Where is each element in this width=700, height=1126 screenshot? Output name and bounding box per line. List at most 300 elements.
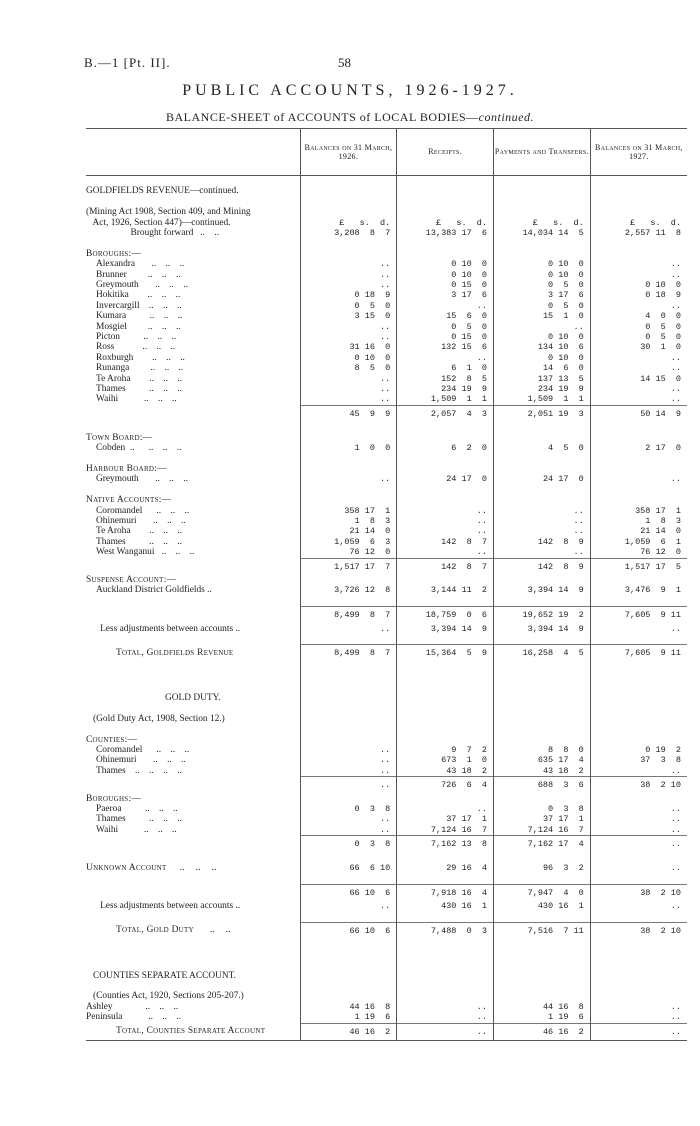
value-cell [397, 863, 494, 873]
value-cell [397, 971, 494, 981]
value-cell [494, 176, 591, 187]
value-cell [300, 1023, 397, 1040]
row-label [86, 950, 300, 960]
amount: 38 2 10 [640, 887, 681, 898]
row-label-text: Coromandel .. .. .. [96, 744, 190, 755]
amount: .. [670, 384, 681, 395]
table-row [86, 363, 687, 373]
amount: 44 16 8 [542, 1001, 584, 1012]
value-cell [590, 1002, 687, 1012]
amount: 1,059 6 3 [334, 536, 391, 547]
value-cell [397, 342, 494, 352]
value-cell [590, 981, 687, 991]
row-label [86, 960, 300, 970]
value-cell [397, 755, 494, 765]
value-cell [590, 485, 687, 495]
amount: 43 18 2 [542, 765, 584, 776]
amount: 6 1 0 [451, 363, 487, 374]
amount: .. [670, 839, 681, 850]
amount: 7,918 16 4 [430, 887, 487, 898]
row-label [86, 1023, 300, 1040]
value-cell [300, 693, 397, 703]
value-cell [494, 1012, 591, 1023]
value-cell [590, 724, 687, 734]
row-label [86, 495, 300, 505]
value-cell [494, 884, 591, 901]
value-cell [397, 186, 494, 196]
row-label [86, 804, 300, 814]
value-cell [397, 280, 494, 290]
amount: 37 3 8 [640, 755, 681, 766]
amount: .. [670, 363, 681, 374]
amount: 1 19 6 [354, 1012, 391, 1023]
amount: 2,057 4 3 [430, 408, 487, 419]
table-row [86, 575, 687, 585]
value-cell [494, 1023, 591, 1040]
value-cell [300, 735, 397, 745]
value-cell [300, 443, 397, 453]
value-cell [300, 433, 397, 443]
amount: 1,059 6 1 [624, 536, 681, 547]
value-cell [300, 558, 397, 575]
table-row [86, 506, 687, 516]
value-cell [494, 853, 591, 863]
value-cell [300, 454, 397, 464]
row-label-text: Thames .. .. .. [96, 384, 182, 395]
value-cell [494, 703, 591, 713]
value-cell [397, 853, 494, 863]
row-label [86, 825, 300, 836]
amount: 31 16 0 [349, 342, 391, 353]
row-label [86, 645, 300, 662]
amount: 1,509 1 1 [430, 394, 487, 405]
value-cell [397, 322, 494, 332]
value-cell [494, 537, 591, 547]
value-cell [590, 374, 687, 384]
row-label-text: (Gold Duty Act, 1908, Section 12.) [86, 713, 225, 724]
amount: 0 15 0 [451, 332, 487, 343]
amount: 44 16 8 [349, 1001, 391, 1012]
value-cell [494, 405, 591, 422]
value-cell [300, 575, 397, 585]
value-cell [494, 873, 591, 884]
row-label-text: Total, Counties Separate Account [116, 1026, 266, 1037]
row-label [86, 873, 300, 884]
amount: 688 3 6 [537, 780, 584, 791]
value-cell [494, 755, 591, 765]
value-cell [494, 991, 591, 1001]
amount: 15 1 0 [542, 311, 584, 322]
amount: 134 10 6 [537, 342, 584, 353]
amount: 142 8 7 [441, 536, 487, 547]
row-label [86, 575, 300, 585]
amount: 15,364 5 9 [425, 648, 487, 659]
amount: 21 14 0 [349, 526, 391, 537]
value-cell [397, 197, 494, 207]
table-row [86, 537, 687, 547]
amount: 38 2 10 [640, 925, 681, 936]
amount: 3,394 14 9 [527, 585, 584, 596]
value-cell [300, 176, 397, 187]
value-cell [300, 218, 397, 228]
value-cell [397, 960, 494, 970]
table-row [86, 693, 687, 703]
table-row [86, 422, 687, 432]
value-cell [494, 218, 591, 228]
value-cell [300, 724, 397, 734]
value-cell [397, 939, 494, 949]
value-cell [494, 186, 591, 196]
amount: 3 17 6 [451, 290, 487, 301]
page-number: 58 [338, 55, 351, 70]
value-cell [397, 814, 494, 824]
amount: 30 1 0 [640, 342, 681, 353]
row-label [86, 464, 300, 474]
value-cell [590, 249, 687, 259]
value-cell [590, 495, 687, 505]
value-cell [590, 464, 687, 474]
value-cell [300, 624, 397, 634]
value-cell [494, 374, 591, 384]
row-label [86, 912, 300, 923]
amount: 7,162 13 8 [430, 839, 487, 850]
amount: 635 17 4 [537, 755, 584, 766]
table-row [86, 724, 687, 734]
row-label [86, 672, 300, 682]
amount: .. [670, 352, 681, 363]
value-cell [397, 901, 494, 911]
amount: .. [670, 1001, 681, 1012]
amount: 21 14 0 [640, 526, 681, 537]
value-cell [300, 714, 397, 724]
value-cell [300, 495, 397, 505]
amount: 14 6 0 [542, 363, 584, 374]
row-label [86, 394, 300, 405]
value-cell [300, 422, 397, 432]
amount: 37 17 1 [542, 814, 584, 825]
header-receipts: Receipts. [397, 129, 494, 176]
value-cell [494, 228, 591, 238]
value-cell [397, 645, 494, 662]
value-cell [397, 607, 494, 624]
value-cell [494, 464, 591, 474]
value-cell [494, 724, 591, 734]
value-cell [300, 270, 397, 280]
value-cell [590, 766, 687, 777]
row-label-text: Ashley .. .. .. [86, 1001, 179, 1012]
table-row [86, 901, 687, 911]
value-cell [494, 693, 591, 703]
value-cell [300, 259, 397, 269]
value-cell [494, 662, 591, 672]
value-cell [590, 506, 687, 516]
row-label [86, 745, 300, 755]
amount: 673 1 0 [441, 755, 487, 766]
amount: .. [573, 321, 584, 332]
value-cell [397, 836, 494, 853]
amount: .. [380, 321, 391, 332]
table-row [86, 634, 687, 645]
amount: 13,383 17 6 [425, 228, 487, 238]
value-cell [590, 693, 687, 703]
amount: 234 19 9 [537, 384, 584, 395]
table-row [86, 197, 687, 207]
value-cell [397, 363, 494, 373]
left-header: B.—1 [Pt. II]. [84, 55, 171, 70]
value-cell [494, 939, 591, 949]
row-label [86, 506, 300, 516]
table-row [86, 176, 687, 187]
value-cell [494, 384, 591, 394]
value-cell [494, 794, 591, 804]
amount: 0 5 0 [645, 321, 681, 332]
row-label-text: Brought forward .. .. [86, 228, 220, 238]
amount: 50 14 9 [640, 408, 681, 419]
value-cell [494, 558, 591, 575]
table-row [86, 526, 687, 536]
amount: .. [573, 515, 584, 526]
value-cell [590, 443, 687, 453]
table-row [86, 1023, 687, 1040]
value-cell [494, 207, 591, 217]
amount: .. [670, 1012, 681, 1023]
value-cell [300, 353, 397, 363]
row-label [86, 814, 300, 824]
value-cell [397, 922, 494, 939]
value-cell [397, 703, 494, 713]
table-row [86, 186, 687, 196]
value-cell [300, 814, 397, 824]
value-cell [300, 311, 397, 321]
row-label-text: Ross .. .. .. [96, 342, 176, 353]
amount: 0 10 0 [548, 332, 584, 343]
table-row [86, 939, 687, 949]
value-cell [300, 960, 397, 970]
amount: .. [476, 352, 487, 363]
amount: 46 16 2 [542, 1026, 584, 1037]
table-row [86, 1012, 687, 1023]
value-cell [300, 794, 397, 804]
value-cell [397, 405, 494, 422]
amount: .. [380, 394, 391, 405]
row-label-text: Brunner .. .. .. [96, 269, 181, 280]
value-cell [494, 249, 591, 259]
value-cell [494, 836, 591, 853]
amount: 0 19 2 [645, 744, 681, 755]
amount: .. [670, 300, 681, 311]
value-cell [494, 960, 591, 970]
row-label [86, 558, 300, 575]
row-label-text: Peninsula .. .. .. [86, 1012, 182, 1023]
value-cell [300, 322, 397, 332]
value-cell [590, 290, 687, 300]
row-label-text: (Counties Act, 1920, Sections 205-207.) [86, 991, 244, 1002]
value-cell [494, 912, 591, 923]
row-label [86, 342, 300, 352]
value-cell [397, 374, 494, 384]
table-row [86, 672, 687, 682]
amount: 96 3 2 [542, 862, 584, 873]
value-cell [494, 197, 591, 207]
table-row [86, 863, 687, 873]
value-cell [397, 394, 494, 405]
row-label [86, 939, 300, 949]
table-row [86, 558, 687, 575]
table-row [86, 394, 687, 405]
row-label [86, 624, 300, 634]
amount: .. [476, 300, 487, 311]
row-label-text: Town Board:— [86, 432, 153, 443]
value-cell [397, 384, 494, 394]
row-label-text: Less adjustments between accounts .. [86, 901, 241, 912]
amount: .. [476, 515, 487, 526]
row-label-text: Less adjustments between accounts .. [86, 623, 241, 634]
value-cell [494, 506, 591, 516]
row-label-text: Te Aroha .. .. .. [96, 373, 183, 384]
value-cell [300, 464, 397, 474]
table-row [86, 777, 687, 794]
table-row [86, 745, 687, 755]
value-cell [494, 301, 591, 311]
row-label [86, 1012, 300, 1023]
value-cell [494, 422, 591, 432]
amount: 24 17 0 [542, 474, 584, 485]
table-row [86, 322, 687, 332]
amount: 9 7 2 [451, 744, 487, 755]
table-row [86, 495, 687, 505]
value-cell [397, 873, 494, 884]
amount: 76 12 0 [349, 547, 391, 558]
value-cell [590, 585, 687, 595]
table-row [86, 912, 687, 923]
row-label [86, 176, 300, 187]
value-cell [590, 672, 687, 682]
value-cell [300, 971, 397, 981]
value-cell [494, 814, 591, 824]
amount: 0 18 9 [645, 290, 681, 301]
row-label-text: Coromandel .. .. .. [96, 505, 190, 516]
amount: .. [380, 765, 391, 776]
amount: 18,759 0 6 [425, 610, 487, 621]
row-label [86, 755, 300, 765]
table-row [86, 207, 687, 217]
amount: 4 0 0 [645, 311, 681, 322]
amount: 8 8 0 [548, 744, 584, 755]
value-cell [397, 766, 494, 777]
amount: 1 8 3 [645, 515, 681, 526]
amount: .. [380, 259, 391, 270]
value-cell [494, 353, 591, 363]
amount: £ s. d. [339, 217, 391, 228]
value-cell [494, 825, 591, 836]
amount: 66 10 6 [349, 887, 391, 898]
row-label [86, 547, 300, 558]
amount: 0 5 0 [548, 300, 584, 311]
row-label [86, 454, 300, 464]
amount: 0 10 0 [548, 269, 584, 280]
value-cell [590, 422, 687, 432]
amount: .. [476, 547, 487, 558]
row-label-text: Boroughs:— [86, 248, 142, 259]
amount: .. [380, 814, 391, 825]
row-label-text: (Mining Act 1908, Section 409, and Mining [86, 207, 251, 218]
value-cell [494, 259, 591, 269]
table-row [86, 218, 687, 228]
row-label [86, 724, 300, 734]
value-cell [590, 537, 687, 547]
value-cell [494, 454, 591, 464]
subtitle-continued: continued. [478, 110, 534, 124]
balance-sheet-table [86, 128, 687, 1041]
value-cell [590, 218, 687, 228]
amount: .. [573, 547, 584, 558]
table-row [86, 991, 687, 1001]
value-cell [300, 547, 397, 558]
table-row [86, 950, 687, 960]
row-label [86, 1002, 300, 1012]
table-row [86, 794, 687, 804]
value-cell [397, 301, 494, 311]
value-cell [590, 342, 687, 352]
value-cell [300, 342, 397, 352]
amount: 3,144 11 2 [430, 585, 487, 596]
value-cell [397, 634, 494, 645]
amount: .. [476, 803, 487, 814]
table-row [86, 585, 687, 595]
value-cell [397, 884, 494, 901]
value-cell [590, 516, 687, 526]
amount: .. [380, 901, 391, 912]
value-cell [397, 516, 494, 526]
row-label-text: Roxburgh .. .. .. [96, 352, 185, 363]
amount: 7,124 16 7 [527, 824, 584, 835]
amount: 3,476 9 1 [624, 585, 681, 596]
amount: 358 17 1 [635, 505, 681, 516]
value-cell [397, 575, 494, 585]
value-cell [590, 394, 687, 405]
amount: .. [380, 744, 391, 755]
value-cell [397, 454, 494, 464]
amount: 1 19 6 [548, 1012, 584, 1023]
value-cell [590, 804, 687, 814]
amount: 142 8 7 [441, 561, 487, 572]
row-label [86, 374, 300, 384]
table-row [86, 353, 687, 363]
value-cell [590, 228, 687, 238]
amount: £ s. d. [629, 217, 681, 228]
table-header-row [86, 129, 687, 176]
amount: 2 17 0 [645, 443, 681, 454]
row-label [86, 991, 300, 1001]
table-row [86, 259, 687, 269]
table-row [86, 596, 687, 607]
table-row [86, 735, 687, 745]
row-label [86, 971, 300, 981]
page-subtitle [0, 110, 700, 125]
row-label [86, 249, 300, 259]
value-cell [300, 683, 397, 693]
header-description [86, 129, 300, 176]
amount: .. [476, 1012, 487, 1023]
amount: 19,652 19 2 [522, 610, 584, 621]
table-row [86, 443, 687, 453]
amount: 430 16 1 [537, 901, 584, 912]
value-cell [397, 735, 494, 745]
value-cell [590, 607, 687, 624]
row-label [86, 526, 300, 536]
row-label [86, 218, 300, 228]
amount: 142 8 9 [537, 536, 584, 547]
